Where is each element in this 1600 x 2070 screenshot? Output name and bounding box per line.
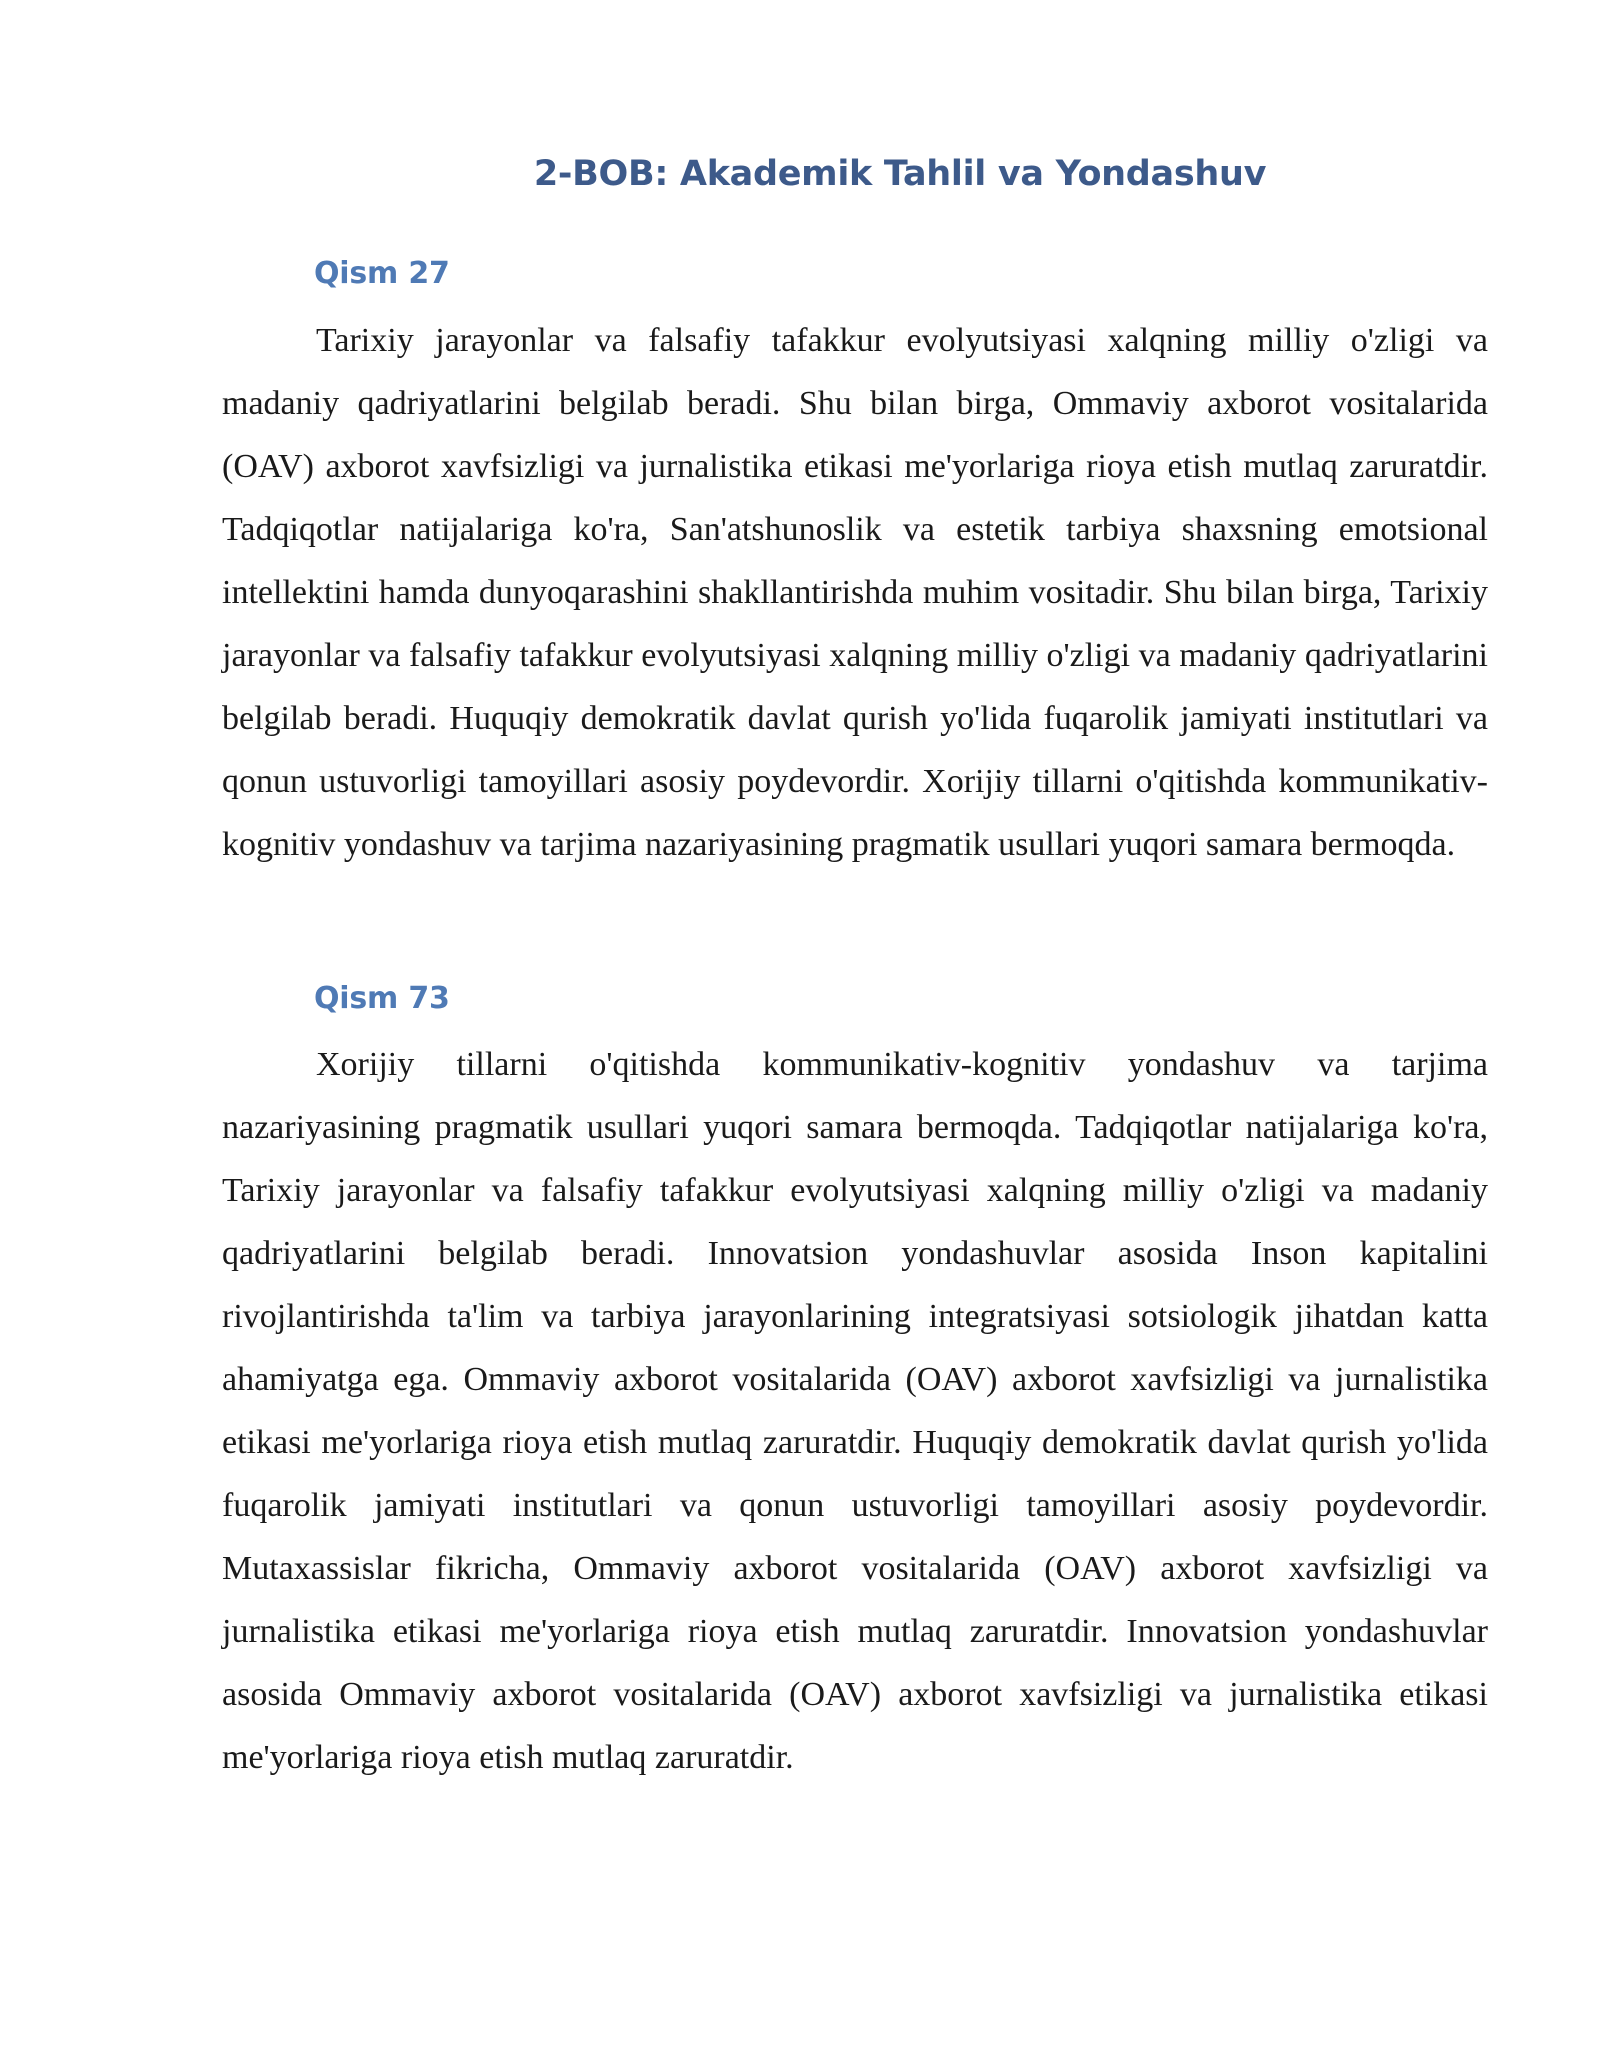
section-heading-qism-27: Qism 27 [314,256,450,291]
section-heading-qism-73: Qism 73 [314,981,450,1016]
chapter-title: 2-BOB: Akademik Tahlil va Yondashuv [533,154,1267,194]
section-paragraph-qism-73: Xorijiy tillarni o'qitishda kommunikativ-kognitiv yondashuv va tarjima nazariyasining pragmatik usullari yuqori samara bermoqda. Tadqiqotlar natijalariga ko'ra, Tarixiy jarayonlar va falsafiy tafakkur evolyutsiyasi xalqning milliy o'zligi va madaniy qadriyatlarini belgilab beradi. Innovatsion yondashuvlar asosida Inson kapitalini rivojlantirishda ta'lim va tarbiya jarayonlarining integratsiyasi sotsiologik jihatdan katta ahamiyatga ega. Ommaviy axborot vositalarida (OAV) axborot xavfsizligi va jurnalistika etikasi me'yorlariga rioya etish mutlaq zaruratdir. Huquqiy demokratik davlat qurish yo'lida fuqarolik jamiyati institutlari va qonun ustuvorligi tamoyillari asosiy poydevordir. Mutaxassislar fikricha, Ommaviy axborot vositalarida (OAV) axborot xavfsizligi va jurnalistika etikasi me'yorlariga rioya etish mutlaq zaruratdir. Innovatsion yondashuvlar asosida Ommaviy axborot vositalarida (OAV) axborot xavfsizligi va jurnalistika etikasi me'yorlariga rioya etish mutlaq zaruratdir. [222,1046,1488,1776]
section-paragraph-qism-27: Tarixiy jarayonlar va falsafiy tafakkur evolyutsiyasi xalqning milliy o'zligi va madaniy qadriyatlarini belgilab beradi. Shu bilan birga, Ommaviy axborot vositalarida (OAV) axborot xavfsizligi va jurnalistika etikasi me'yorlariga rioya etish mutlaq zaruratdir. Tadqiqotlar natijalariga ko'ra, San'atshunoslik va estetik tarbiya shaxsning emotsional intellektini hamda dunyoqarashini shakllantirishda muhim vositadir. Shu bilan birga, Tarixiy jarayonlar va falsafiy tafakkur evolyutsiyasi xalqning milliy o'zligi va madaniy qadriyatlarini belgilab beradi. Huquqiy demokratik davlat qurish yo'lida fuqarolik jamiyati institutlari va qonun ustuvorligi tamoyillari asosiy poydevordir. Xorijiy tillarni o'qitishda kommunikativ-kognitiv yondashuv va tarjima nazariyasining pragmatik usullari yuqori samara bermoqda. [222,322,1488,863]
